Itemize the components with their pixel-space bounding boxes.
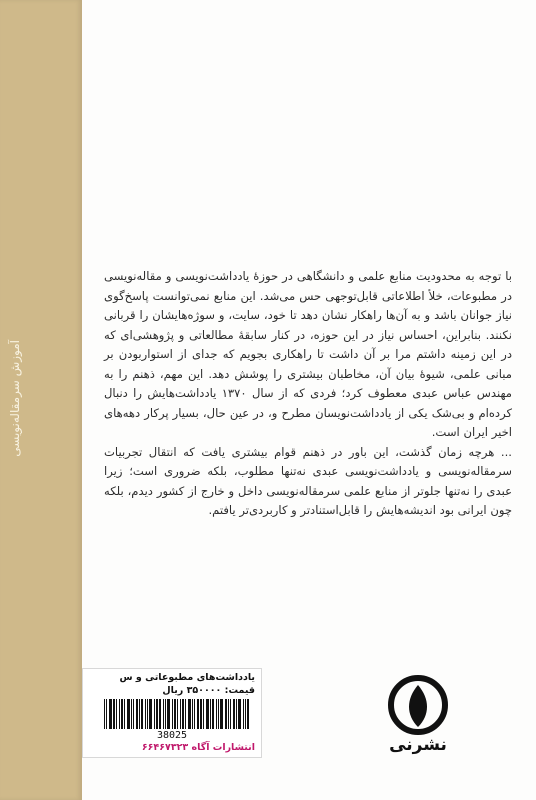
blurb-paragraph-1: با توجه به محدودیت منابع علمی و دانشگاهی در حوزهٔ یادداشت‌نویسی و مقاله‌نویسی در مطبوعات، خلأ اطلاعاتی قابل‌توجهی حس می‌شد. این منابع نمی‌توانست پاسخ‌گوی نیاز جوانان باشد و به آن‌ها راهکار نشان دهد تا خود، سایت، و سوژه‌هایشان را قربانی نکنند. بنابراین، احساس نیاز در این حوزه، در کنار سابقهٔ مطالعاتی و پژوهشی‌ای که در این زمینه داشتم مرا بر آن داشت تا راهکاری بجویم که جدای از استواربودن بر مبانی علمی، شیوهٔ بیان آن، مخاطبان بیشتری را پوشش دهد. این مهم، ذهنم را به مهندس عباس عبدی معطوف کرد؛ فردی که از سال ۱۳۷۰ یادداشت‌هایش را دنبال کرده‌ام و بی‌شک یکی از یادداشت‌نویسان مطرح و، در عین حال، بسیار پرکار دهه‌های اخیر ایران است. xyxy=(104,269,513,439)
barcode-bar xyxy=(210,699,211,729)
barcode-bar xyxy=(167,699,170,729)
barcode-bar xyxy=(145,699,146,729)
barcode-bar xyxy=(185,699,186,729)
barcode-bar xyxy=(233,699,235,729)
publisher-logo-text: نشرنی xyxy=(389,735,447,755)
barcode-bar xyxy=(200,699,202,729)
price-sticker xyxy=(82,668,262,758)
barcode-bar xyxy=(236,699,237,729)
barcode-bar xyxy=(127,699,130,729)
barcode-bar xyxy=(220,699,223,729)
barcode-bar xyxy=(131,699,132,729)
barcode-bar xyxy=(106,699,107,729)
barcode-bar xyxy=(247,699,249,729)
book-spine xyxy=(0,0,82,800)
barcode-bar xyxy=(141,699,143,729)
barcode-bar xyxy=(136,699,138,729)
barcode-bar xyxy=(104,699,105,729)
barcode-bar xyxy=(139,699,140,729)
barcode-bar xyxy=(218,699,219,729)
sticker-title: یادداشت‌های مطبوعاتی و س xyxy=(119,672,255,683)
barcode-bar xyxy=(109,699,112,729)
barcode-bar xyxy=(197,699,199,729)
barcode-bar xyxy=(159,699,161,729)
barcode-bar xyxy=(245,699,246,729)
barcode-bar xyxy=(163,699,164,729)
barcode-bar xyxy=(133,699,134,729)
barcode xyxy=(93,699,251,729)
sticker-publisher: انتشارات آگاه ۶۶۴۶۷۳۲۳ xyxy=(141,742,255,753)
barcode-bar xyxy=(149,699,152,729)
barcode-bar xyxy=(154,699,155,729)
barcode-bar xyxy=(206,699,209,729)
sticker-price: قیمت: ۳۵۰۰۰۰ ریال xyxy=(162,685,255,696)
barcode-bar xyxy=(194,699,195,729)
barcode-bar xyxy=(180,699,181,729)
barcode-bar xyxy=(182,699,184,729)
barcode-bar xyxy=(156,699,158,729)
barcode-bar xyxy=(165,699,166,729)
spine-text: آموزش سرمقاله‌نویسی xyxy=(8,340,22,457)
barcode-bar xyxy=(147,699,148,729)
barcode-bar xyxy=(172,699,173,729)
blurb-text xyxy=(104,267,512,521)
barcode-bar xyxy=(188,699,191,729)
barcode-bar xyxy=(119,699,120,729)
barcode-bar xyxy=(228,699,229,729)
barcode-bar xyxy=(225,699,227,729)
barcode-number: 38025 xyxy=(156,730,188,741)
barcode-bar xyxy=(238,699,241,729)
barcode-bar xyxy=(203,699,204,729)
barcode-bar xyxy=(230,699,231,729)
barcode-bar xyxy=(174,699,176,729)
barcode-bar xyxy=(113,699,115,729)
barcode-bar xyxy=(124,699,125,729)
barcode-bar xyxy=(216,699,217,729)
barcode-bar xyxy=(243,699,244,729)
barcode-bar xyxy=(212,699,214,729)
barcode-bar xyxy=(116,699,117,729)
blurb-paragraph-2: ... هرچه زمان گذشت، این باور در ذهنم قوام بیشتری یافت که انتقال تجربیات سرمقاله‌نویسی و یادداشت‌نویسی عبدی نه‌تنها مطلوب، بلکه ضروری است؛ زیرا عبدی را نه‌تنها جلوتر از منابع علمی سرمقاله‌نویسی داخل و خارج از کشور دیدم، بلکه چون ایرانی بود اندیشه‌هایش را قابل‌استنادتر و کاربردی‌تر یافتم. xyxy=(104,444,512,517)
barcode-bar xyxy=(177,699,178,729)
barcode-bar xyxy=(192,699,193,729)
barcode-bar xyxy=(121,699,123,729)
